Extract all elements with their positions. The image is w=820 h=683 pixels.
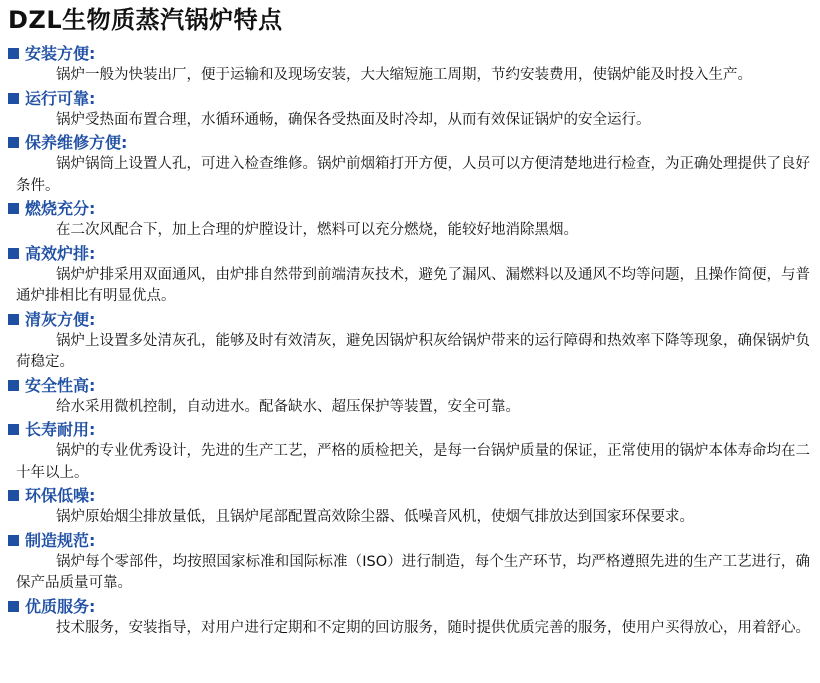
- feature-section-reliable: [8, 87, 810, 132]
- section-heading: 环保低噪:: [25, 486, 96, 505]
- section-text: 技术服务，安装指导，对用户进行定期和不定期的回访服务，随时提供优质完善的服务，使用户买得放心，用着舒心。: [56, 619, 810, 636]
- section-heading-row: [8, 308, 810, 331]
- section-heading: 保养维修方便:: [25, 133, 128, 152]
- feature-section-service: [8, 595, 810, 640]
- section-heading: 燃烧充分:: [25, 199, 96, 218]
- feature-section-maintenance: [8, 131, 810, 197]
- square-bullet-icon: [8, 490, 19, 501]
- section-heading-row: [8, 197, 810, 220]
- section-heading-row: [8, 87, 810, 110]
- section-text: 锅炉锅筒上设置人孔，可进入检查维修。锅炉前烟箱打开方便，人员可以方便清楚地进行检查，为正确处理提供了良好条件。: [16, 156, 810, 194]
- section-text: 锅炉原始烟尘排放量低，且锅炉尾部配置高效除尘器、低噪音风机，使烟气排放达到国家环保要求。: [56, 509, 694, 525]
- feature-section-ash-cleaning: [8, 308, 810, 374]
- section-heading: 制造规范:: [25, 530, 96, 550]
- feature-section-durability: [8, 418, 810, 484]
- section-heading-row: [8, 595, 810, 618]
- page-title: DZL生物质蒸汽锅炉特点: [8, 6, 283, 34]
- section-heading-row: [8, 529, 810, 552]
- section-heading: 运行可靠:: [25, 88, 96, 108]
- section-heading: 安全性高:: [25, 375, 96, 395]
- section-heading-row: [8, 418, 810, 441]
- section-heading-row: [8, 242, 810, 265]
- feature-section-install: [8, 42, 810, 87]
- section-heading-row: [8, 42, 810, 65]
- section-heading-row: [8, 131, 810, 154]
- section-text: 锅炉上设置多处清灰孔，能够及时有效清灰，避免因锅炉积灰给锅炉带来的运行障碍和热效率下降等现象，确保锅炉负荷稳定。: [16, 332, 810, 370]
- section-text: 锅炉每个零部件，均按照国家标准和国际标准（ISO）进行制造，每个生产环节，均严格遵照先进的生产工艺进行，确保产品质量可靠。: [16, 553, 810, 591]
- feature-section-manufacturing: [8, 529, 810, 595]
- section-text: 给水采用微机控制，自动进水。配备缺水、超压保护等装置，安全可靠。: [56, 398, 520, 415]
- square-bullet-icon: [8, 248, 19, 259]
- section-text: 锅炉一般为快装出厂，便于运输和及现场安装，大大缩短施工周期，节约安装费用，使锅炉能及时投入生产。: [56, 67, 752, 83]
- feature-section-combustion: [8, 197, 810, 242]
- section-heading: 安装方便:: [25, 44, 96, 63]
- square-bullet-icon: [8, 601, 19, 612]
- square-bullet-icon: [8, 424, 19, 435]
- section-text: 锅炉受热面布置合理，水循环通畅，确保各受热面及时冷却，从而有效保证锅炉的安全运行。: [56, 111, 651, 128]
- section-heading: 高效炉排:: [25, 243, 96, 263]
- section-heading-row: [8, 484, 810, 507]
- square-bullet-icon: [8, 137, 19, 148]
- feature-section-grate: [8, 242, 810, 308]
- section-heading: 优质服务:: [25, 596, 96, 616]
- square-bullet-icon: [8, 380, 19, 391]
- square-bullet-icon: [8, 203, 19, 214]
- square-bullet-icon: [8, 535, 19, 546]
- square-bullet-icon: [8, 48, 19, 59]
- feature-section-eco: [8, 484, 810, 529]
- section-text: 锅炉炉排采用双面通风，由炉排自然带到前端清灰技术，避免了漏风、漏燃料以及通风不均等问题，且操作简便，与普通炉排相比有明显优点。: [16, 266, 810, 304]
- square-bullet-icon: [8, 93, 19, 104]
- section-heading-row: [8, 374, 810, 397]
- square-bullet-icon: [8, 314, 19, 325]
- section-heading: 清灰方便:: [25, 309, 96, 329]
- section-text: 锅炉的专业优秀设计，先进的生产工艺，严格的质检把关，是每一台锅炉质量的保证，正常使用的锅炉本体寿命均在二十年以上。: [16, 443, 810, 481]
- section-heading: 长寿耐用:: [25, 420, 96, 439]
- section-text: 在二次风配合下，加上合理的炉膛设计，燃料可以充分燃烧，能较好地消除黑烟。: [56, 222, 578, 238]
- feature-section-safety: [8, 374, 810, 419]
